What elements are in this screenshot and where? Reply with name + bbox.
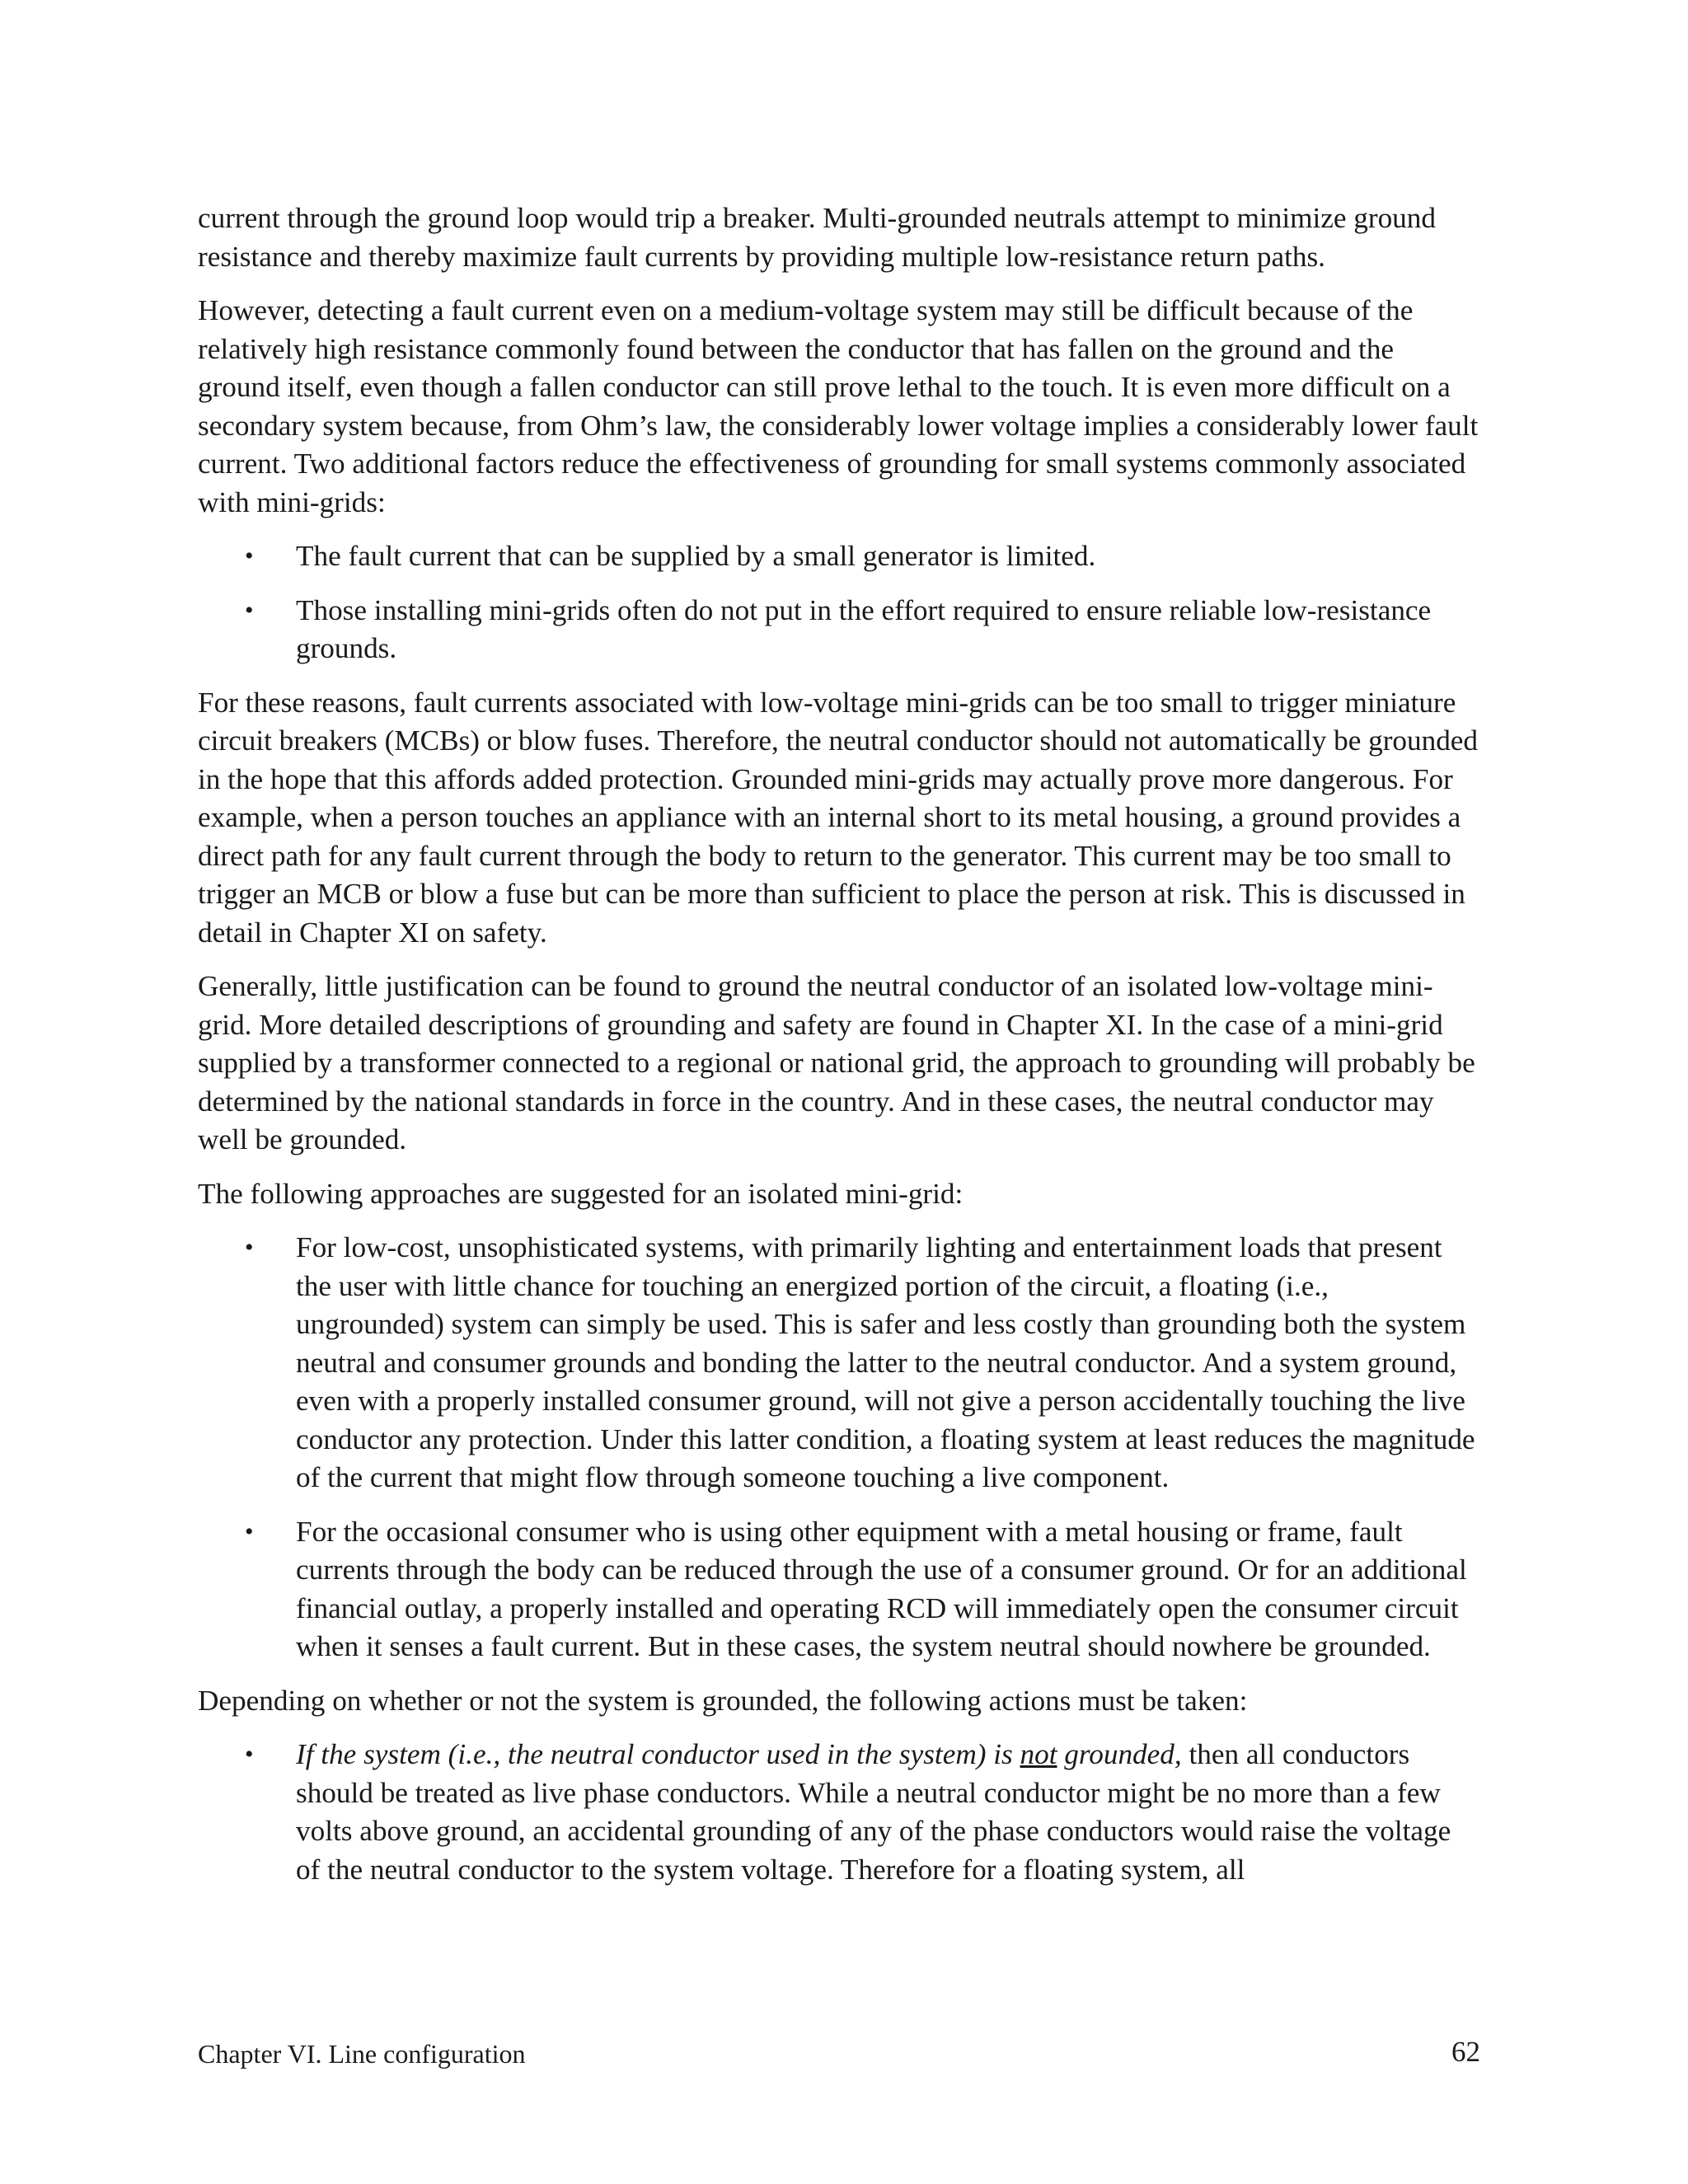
paragraph-3: For these reasons, fault currents associated with low-voltage mini-grids can be too small to trigger miniature circuit breakers (MCBs) or blow fuses. Therefore, the neutral conductor should not automatically be grounded in the hope that this affords added protection. Grounded mini-grids may actually prove more dangerous. For example, when a person touches an appliance with an internal short to its metal housing, a ground provides a direct path for any fault current through the body to return to the generator. This current may be too small to trigger an MCB or blow a fuse but can be more than sufficient to place the person at risk. This is discussed in detail in Chapter XI on safety. xyxy=(198,686,1479,949)
paragraph-2: However, detecting a fault current even on a medium-voltage system may still be difficult because of the relatively high resistance commonly found between the conductor that has fallen on the ground and the ground itself, even though a fallen conductor can still prove lethal to the touch. It is even more difficult on a secondary system because, from Ohm’s law, the considerably lower voltage implies a considerably lower fault current. Two additional factors reduce the effectiveness of grounding for small systems commonly associated with mini-grids: xyxy=(198,294,1479,518)
paragraph-6: Depending on whether or not the system is grounded, the following actions must be taken: xyxy=(198,1684,1248,1717)
list-item xyxy=(198,537,1480,576)
bullet-icon: • xyxy=(245,1517,254,1545)
list-item-text: For the occasional consumer who is using other equipment with a metal housing or frame, fault currents through the body can be reduced through the use of a consumer ground. Or for an additional financial outlay, a properly installed and operating RCD will immediately open the consumer circuit when it senses a fault current. But in these cases, the system neutral should nowhere be grounded. xyxy=(296,1515,1467,1662)
bullet-icon: • xyxy=(245,596,254,624)
page-number: 62 xyxy=(1451,2036,1480,2068)
chapter-title: Chapter VI. Line configuration xyxy=(198,2039,526,2069)
bullet-icon: • xyxy=(245,1234,254,1261)
italic-lead-text: If the system (i.e., the neutral conductor used in the system) is xyxy=(296,1738,1020,1770)
list-item xyxy=(198,1229,1480,1497)
paragraph-4: Generally, little justification can be found to ground the neutral conductor of an isolated low-voltage mini-grid. More detailed descriptions of grounding and safety are found in Chapter XI. In the case of a mini-grid supplied by a transformer connected to a regional or national grid, the approach to grounding will probably be determined by the national standards in force in the country. And in these cases, the neutral conductor may well be grounded. xyxy=(198,970,1475,1155)
list-item-text: then all conductors should be treated as live phase conductors. While a neutral conductor might be no more than a few volts above ground, an accidental grounding of any of the phase conductors would raise the voltage of the neutral conductor to the system voltage. Therefore for a floating system, all xyxy=(296,1738,1451,1886)
list-item xyxy=(198,1513,1480,1666)
underlined-emphasis: not xyxy=(1020,1738,1057,1770)
bullet-icon: • xyxy=(245,542,254,569)
page-body xyxy=(198,199,1480,1905)
bullet-list-1 xyxy=(198,537,1480,668)
list-item xyxy=(198,592,1480,668)
paragraph-5: The following approaches are suggested for an isolated mini-grid: xyxy=(198,1177,964,1210)
italic-lead-text-end: grounded, xyxy=(1057,1738,1182,1770)
paragraph-1: current through the ground loop would trip a breaker. Multi-grounded neutrals attempt to minimize ground resistance and thereby maximize fault currents by providing multiple low-resistance return paths. xyxy=(198,202,1436,273)
list-item-text: For low-cost, unsophisticated systems, with primarily lighting and entertainment loads that present the user with little chance for touching an energized portion of the circuit, a floating (i.e., ungrounded) system can simply be used. This is safer and less costly than grounding both the system neutral and consumer grounds and bonding the latter to the neutral conductor. And a system ground, even with a properly installed consumer ground, will not give a person accidentally touching the live conductor any protection. Under this latter condition, a floating system at least reduces the magnitude of the current that might flow through someone touching a live component. xyxy=(296,1231,1475,1493)
bullet-list-3 xyxy=(198,1736,1480,1889)
bullet-icon: • xyxy=(245,1741,254,1768)
list-item xyxy=(198,1736,1480,1889)
list-item-text: The fault current that can be supplied by a small generator is limited. xyxy=(296,540,1096,572)
list-item-text: Those installing mini-grids often do not put in the effort required to ensure reliable low-resistance grounds. xyxy=(296,593,1432,664)
bullet-list-2 xyxy=(198,1229,1480,1666)
